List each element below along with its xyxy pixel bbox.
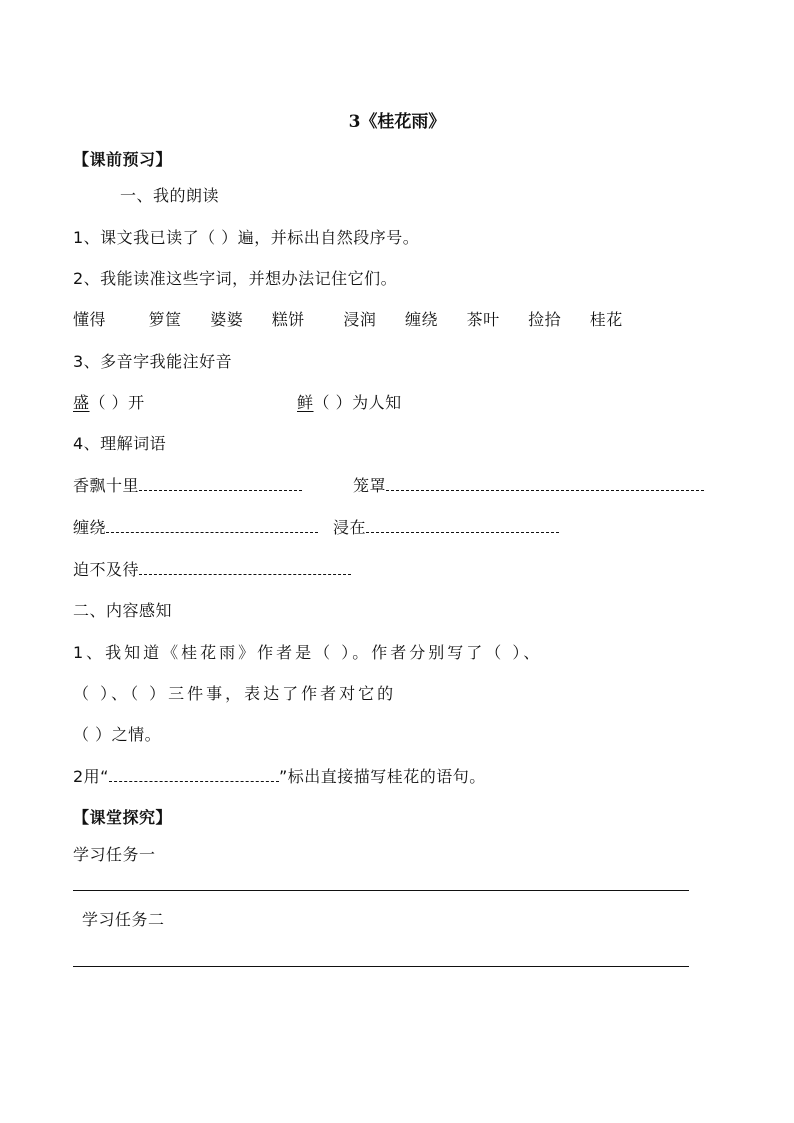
- question-suffix: ”标出直接描写桂花的语句。: [278, 767, 486, 786]
- polyphone-row: [73, 390, 145, 413]
- term-row: [333, 515, 559, 538]
- polyphone-row: [297, 390, 402, 413]
- answer-blank[interactable]: [106, 518, 318, 533]
- preview-heading: 【课前预习】: [73, 150, 173, 169]
- word-item: 婆婆: [210, 310, 244, 329]
- answer-line[interactable]: [73, 966, 689, 967]
- reading-heading: 一、我的朗读: [120, 186, 220, 205]
- term-row: [73, 557, 351, 580]
- answer-blank[interactable]: [139, 560, 351, 575]
- term-label: 缠绕: [73, 518, 107, 537]
- polyphone-char: 鲜: [297, 393, 314, 412]
- explore-heading: 【课堂探究】: [73, 808, 173, 827]
- term-row: [73, 473, 302, 496]
- word-item: 桂花: [589, 310, 623, 329]
- content-question-1-cont: （ ）、（ ）三件事，表达了作者对它的: [73, 684, 397, 703]
- word-item: 捡拾: [528, 310, 562, 329]
- word-list: [73, 307, 623, 330]
- term-label: 迫不及待: [73, 560, 140, 579]
- question-prefix: 2用“: [73, 767, 109, 786]
- content-question-1: 1、我知道《桂花雨》作者是（ ）。作者分别写了（ ）、: [73, 643, 543, 662]
- content-heading: 二、内容感知: [73, 601, 173, 620]
- answer-blank[interactable]: [139, 476, 302, 491]
- task-1-label: 学习任务一: [73, 845, 156, 864]
- content-question-1-end: （ ）之情。: [73, 725, 162, 744]
- word-item: 糕饼: [271, 310, 305, 329]
- word-item: 箩筐: [148, 310, 182, 329]
- task-2-label: 学习任务二: [82, 910, 165, 929]
- word-item: 浸润: [343, 310, 377, 329]
- word-item: 茶叶: [466, 310, 500, 329]
- question-3: 3、多音字我能注好音: [73, 352, 233, 371]
- polyphone-blank: （ ）开: [89, 393, 145, 412]
- answer-blank[interactable]: [366, 518, 559, 533]
- word-item: 懂得: [73, 310, 107, 329]
- term-row: [73, 515, 318, 538]
- answer-blank[interactable]: [109, 767, 279, 782]
- term-label: 笼罩: [353, 476, 387, 495]
- answer-line[interactable]: [73, 890, 689, 891]
- polyphone-char: 盛: [73, 393, 90, 412]
- answer-blank[interactable]: [386, 476, 704, 491]
- polyphone-blank: （ ）为人知: [313, 393, 402, 412]
- question-4: 4、理解词语: [73, 434, 167, 453]
- question-1: 1、课文我已读了（ ）遍，并标出自然段序号。: [73, 228, 420, 247]
- term-row: [353, 473, 704, 496]
- term-label: 香飘十里: [73, 476, 140, 495]
- question-2: 2、我能读准这些字词，并想办法记住它们。: [73, 269, 398, 288]
- content-question-2: [73, 764, 486, 787]
- word-item: 缠绕: [404, 310, 438, 329]
- term-label: 浸在: [333, 518, 367, 537]
- page-title: 3《桂花雨》: [348, 112, 446, 132]
